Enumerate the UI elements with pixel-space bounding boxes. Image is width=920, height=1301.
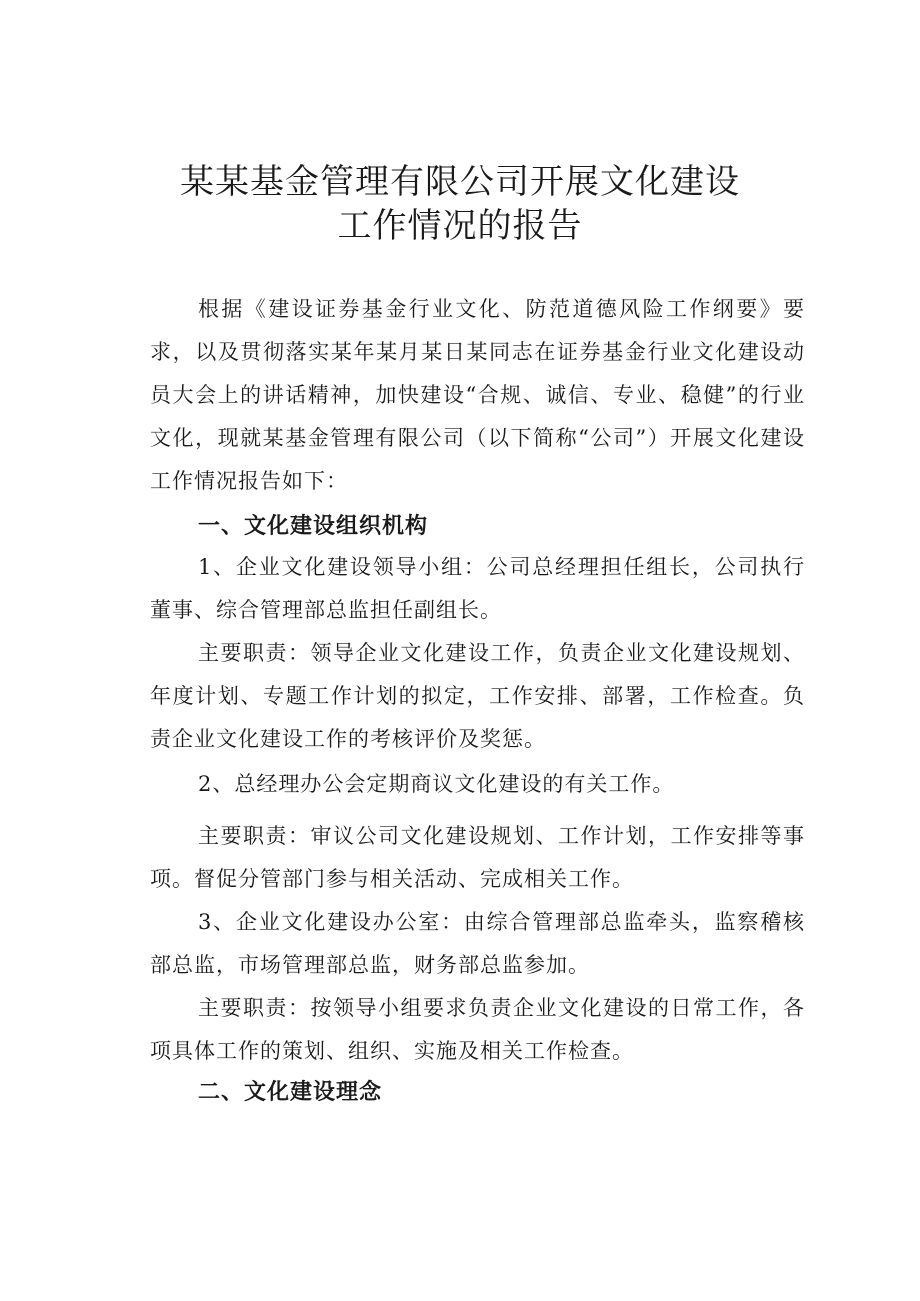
- item2-duty-paragraph: 主要职责：审议公司文化建设规划、工作计划，工作安排等事项。督促分管部门参与相关活动、完成相关工作。: [150, 824, 805, 891]
- intro-paragraph: 根据《建设证券基金行业文化、防范道德风险工作纲要》要求，以及贯彻落实某年某月某日某同志在证券基金行业文化建设动员大会上的讲话精神，加快建设“合规、诚信、专业、稳健”的行业文化，现就某基金管理有限公司（以下简称“公司”）开展文化建设工作情况报告如下：: [150, 297, 805, 493]
- item1-duty-paragraph: 主要职责：领导企业文化建设工作，负责企业文化建设规划、年度计划、专题工作计划的拟定，工作安排、部署，工作检查。负责企业文化建设工作的考核评价及奖惩。: [150, 641, 805, 751]
- document-title-line2: 工作情况的报告: [337, 206, 583, 246]
- item3-duty-paragraph: 主要职责：按领导小组要求负责企业文化建设的日常工作，各项具体工作的策划、组织、实施及相关工作检查。: [150, 996, 805, 1063]
- item1-paragraph: 1、企业文化建设领导小组：公司总经理担任组长，公司执行董事、综合管理部总监担任副组长。: [150, 555, 805, 622]
- section1-heading: 一、文化建设组织机构: [198, 514, 429, 539]
- item3-paragraph: 3、企业文化建设办公室：由综合管理部总监牵头，监察稽核部总监，市场管理部总监，财务部总监参加。: [150, 910, 805, 977]
- item2-paragraph: 2、总经理办公会定期商议文化建设的有关工作。: [198, 772, 675, 796]
- section2-heading: 二、文化建设理念: [198, 1080, 383, 1105]
- document-title-line1: 某某基金管理有限公司开展文化建设: [180, 162, 740, 202]
